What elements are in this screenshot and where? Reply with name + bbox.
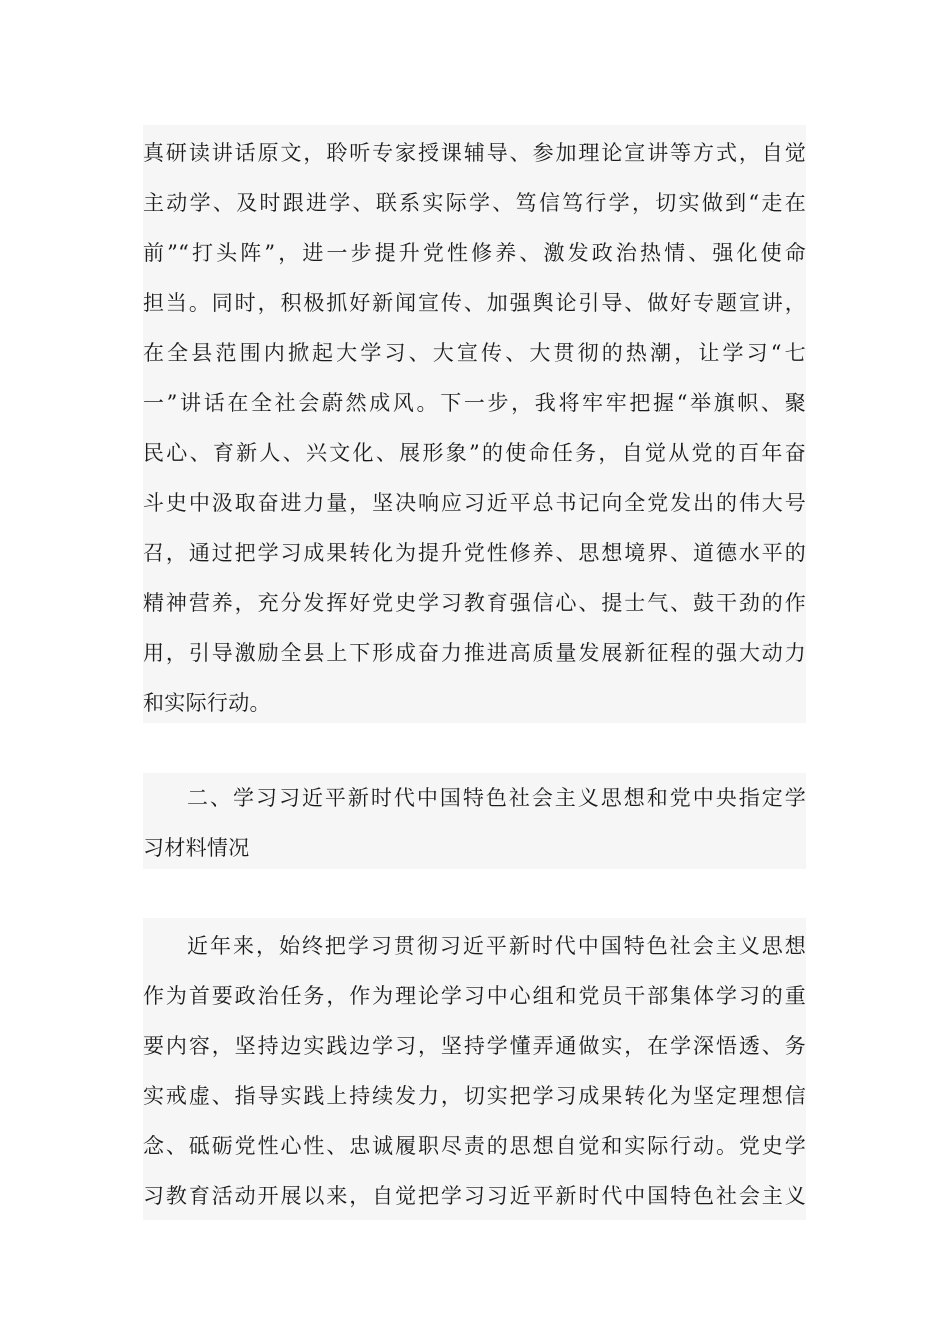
text-line: 念、砥砺党性心性、忠诚履职尽责的思想自觉和实际行动。党史学 <box>143 1134 806 1158</box>
text-line: 担当。同时，积极抓好新闻宣传、加强舆论引导、做好专题宣讲， <box>143 291 806 315</box>
text-line-last: 和实际行动。 <box>143 691 271 715</box>
text-line: 作为首要政治任务，作为理论学习中心组和党员干部集体学习的重 <box>143 984 806 1008</box>
heading-line-last: 习材料情况 <box>143 836 250 860</box>
text-line: 斗史中汲取奋进力量，坚决响应习近平总书记向全党发出的伟大号 <box>143 491 806 515</box>
text-line: 一”讲话在全社会蔚然成风。下一步，我将牢牢把握“举旗帜、聚 <box>143 391 806 415</box>
text-line: 用，引导激励全县上下形成奋力推进高质量发展新征程的强大动力 <box>143 641 806 665</box>
heading-line: 二、学习习近平新时代中国特色社会主义思想和党中央指定学 <box>187 786 806 810</box>
text-line: 习教育活动开展以来，自觉把学习习近平新时代中国特色社会主义 <box>143 1184 806 1208</box>
text-line: 真研读讲话原文，聆听专家授课辅导、参加理论宣讲等方式，自觉 <box>143 141 806 165</box>
text-line: 前”“打头阵”，进一步提升党性修养、激发政治热情、强化使命 <box>143 241 806 265</box>
text-line: 在全县范围内掀起大学习、大宣传、大贯彻的热潮，让学习“七 <box>143 341 806 365</box>
section-heading <box>143 773 806 869</box>
text-line: 主动学、及时跟进学、联系实际学、笃信笃行学，切实做到“走在 <box>143 191 806 215</box>
text-line: 精神营养，充分发挥好党史学习教育强信心、提士气、鼓干劲的作 <box>143 591 806 615</box>
paragraph-continuation <box>143 125 806 723</box>
text-line: 实戒虚、指导实践上持续发力，切实把学习成果转化为坚定理想信 <box>143 1084 806 1108</box>
text-line: 召，通过把学习成果转化为提升党性修养、思想境界、道德水平的 <box>143 541 806 565</box>
text-line: 要内容，坚持边实践边学习，坚持学懂弄通做实，在学深悟透、务 <box>143 1034 806 1058</box>
paragraph <box>143 918 806 1220</box>
text-line-first: 近年来，始终把学习贯彻习近平新时代中国特色社会主义思想 <box>187 934 806 958</box>
text-line: 民心、育新人、兴文化、展形象”的使命任务，自觉从党的百年奋 <box>143 441 806 465</box>
